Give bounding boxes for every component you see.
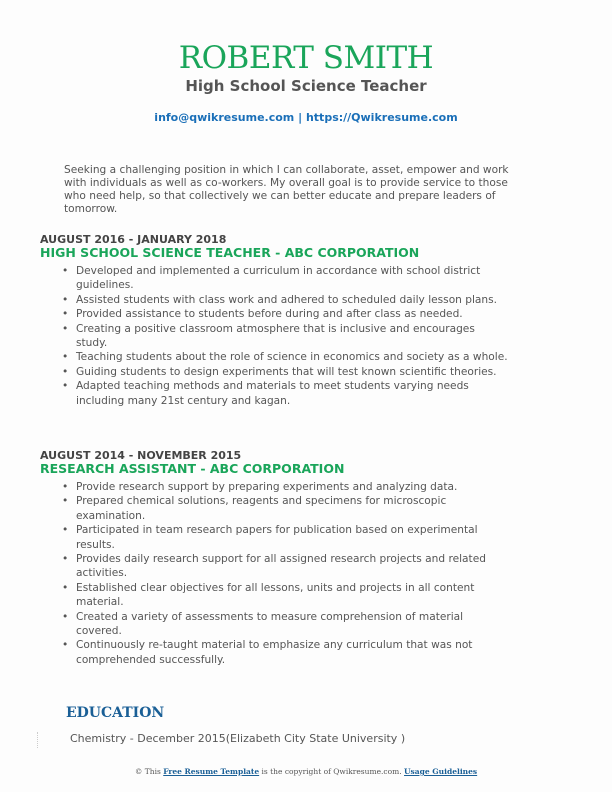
candidate-name: ROBERT SMITH xyxy=(178,40,434,76)
list-item: • Provide research support by preparing experiments and analyzing data. xyxy=(76,480,508,494)
job-role: RESEARCH ASSISTANT - ABC CORPORATION xyxy=(40,461,345,476)
list-item: • Assisted students with class work and adhered to scheduled daily lesson plans. xyxy=(76,293,508,307)
job-date: AUGUST 2016 - JANUARY 2018 xyxy=(40,233,227,246)
list-item: • Prepared chemical solutions, reagents and specimens for microscopic examination. xyxy=(76,494,508,523)
list-item: • Adapted teaching methods and materials to meet students varying needs including many 21st century and kagan. xyxy=(76,379,508,408)
list-item: • Continuously re-taught material to emphasize any curriculum that was not comprehended successfully. xyxy=(76,638,508,667)
list-item: • Creating a positive classroom atmosphere that is inclusive and encourages study. xyxy=(76,322,508,351)
list-item: • Participated in team research papers for publication based on experimental results. xyxy=(76,523,508,552)
list-item: • Established clear objectives for all lessons, units and projects in all content material. xyxy=(76,581,508,610)
list-item: • Created a variety of assessments to measure comprehension of material covered. xyxy=(76,610,508,639)
footer-prefix: © This xyxy=(134,767,164,776)
job-bullets xyxy=(40,480,560,667)
email-link[interactable]: info@qwikresume.com xyxy=(154,111,295,124)
education-entry: Chemistry - December 2015(Elizabeth City State University ) xyxy=(70,732,406,745)
footer xyxy=(0,767,612,776)
footer-middle: is the copyright of Qwikresume.com. xyxy=(259,767,405,776)
candidate-title: High School Science Teacher xyxy=(185,77,427,95)
education-heading: EDUCATION xyxy=(66,705,165,721)
contact-line xyxy=(0,111,612,124)
divider xyxy=(37,732,38,748)
free-resume-template-link[interactable]: Free Resume Template xyxy=(163,767,260,776)
list-item: • Provides daily research support for all assigned research projects and related activities. xyxy=(76,552,508,581)
job-date: AUGUST 2014 - NOVEMBER 2015 xyxy=(40,449,242,462)
list-item: • Guiding students to design experiments that will test known scientific theories. xyxy=(76,365,508,379)
list-item: • Teaching students about the role of science in economics and society as a whole. xyxy=(76,350,508,364)
list-item: • Provided assistance to students before during and after class as needed. xyxy=(76,307,508,321)
job-entry xyxy=(40,234,560,408)
summary: Seeking a challenging position in which I can collaborate, asset, empower and work with individuals as well as co-workers. My overall goal is to provide service to those who need help, so that collectively we can better educate and prepare leaders of tomorrow. xyxy=(64,164,509,215)
job-role: HIGH SCHOOL SCIENCE TEACHER - ABC CORPORATION xyxy=(40,245,420,260)
job-entry xyxy=(40,450,560,667)
job-bullets xyxy=(40,264,560,408)
list-item: • Developed and implemented a curriculum in accordance with school district guidelines. xyxy=(76,264,508,293)
separator: | xyxy=(294,111,306,124)
usage-guidelines-link[interactable]: Usage Guidelines xyxy=(404,767,478,776)
website-link[interactable]: https://Qwikresume.com xyxy=(305,111,458,124)
